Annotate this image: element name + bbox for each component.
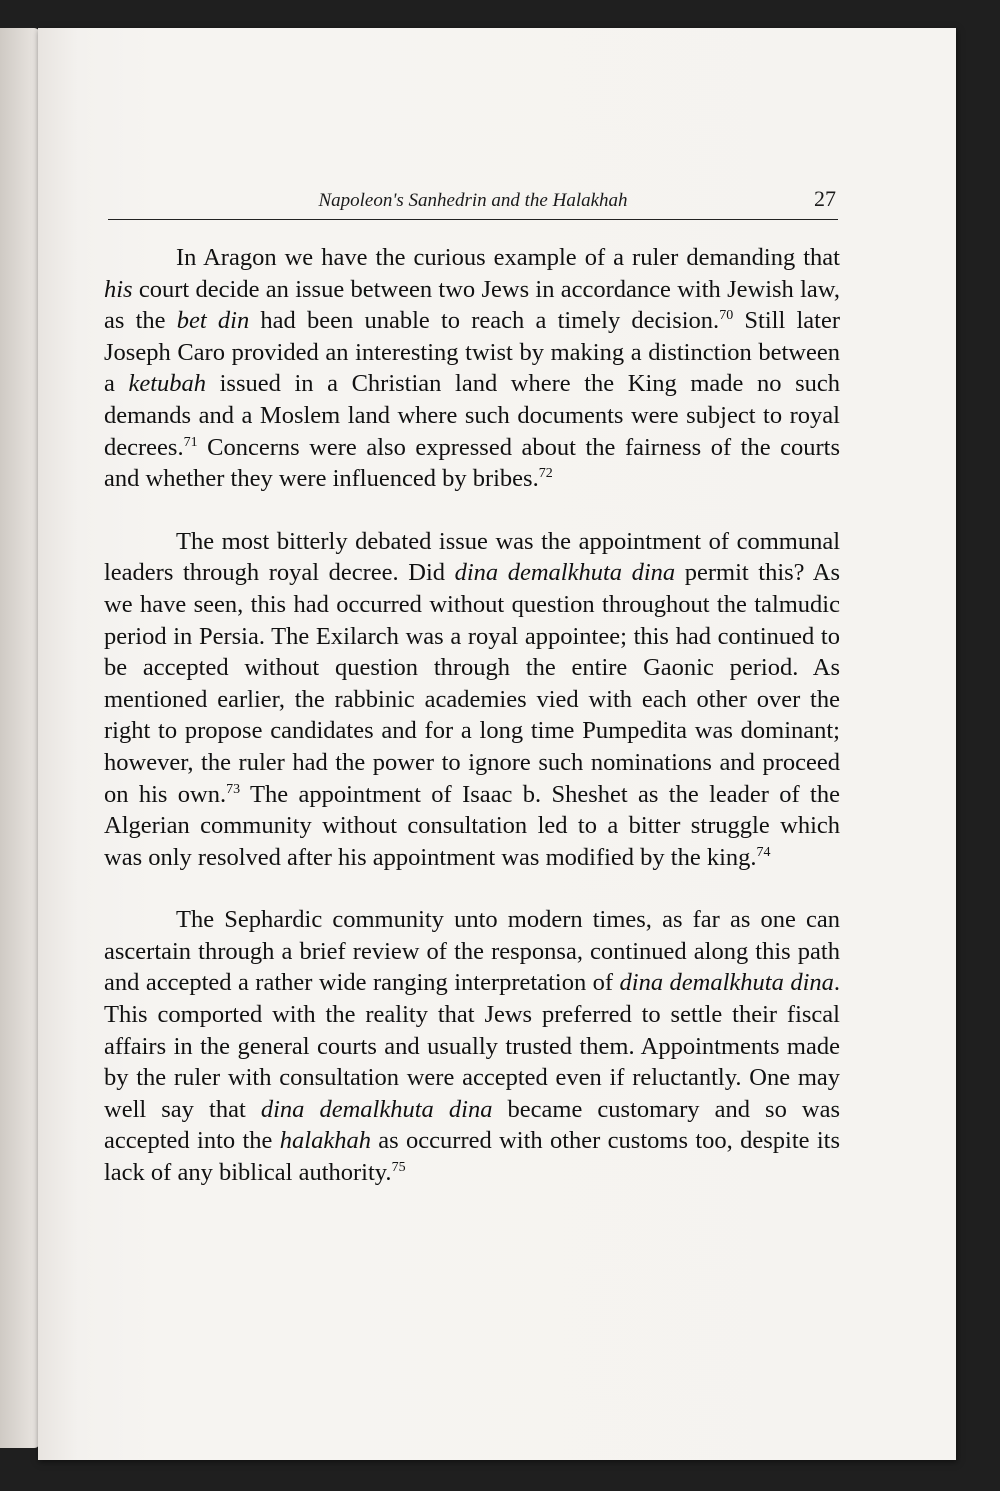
text-run: The most bitterly debated issue was the appointment of communal leaders through royal decree. Did [104, 527, 840, 587]
text-run: court decide an issue between two Jews in accordance with Jewish law, as the [104, 275, 840, 335]
text-run: In Aragon we have the curious example of a ruler demanding that [176, 244, 840, 271]
footnote-ref: 74 [756, 844, 771, 860]
facing-page-edge [0, 28, 40, 1448]
italic-term: dina demalkhuta dina [260, 1095, 493, 1123]
paragraph [104, 526, 840, 874]
italic-term: bet din [176, 307, 250, 335]
footnote-ref: 75 [391, 1160, 406, 1176]
footnote-ref: 73 [226, 781, 241, 797]
footnote-ref: 72 [538, 466, 553, 482]
text-run: had been unable to reach a timely decision. [249, 307, 720, 335]
text-run: . This comported with the reality that Jews preferred to settle their fiscal affairs in the general courts and usually trusted them. Appointments made by the ruler with consultation were accepted even if reluctantly. One may well say that [104, 969, 841, 1123]
italic-term: dina demalkhuta dina [454, 559, 676, 587]
footnote-ref: 71 [183, 434, 198, 450]
body-text [104, 242, 840, 1220]
text-run: The Sephardic community unto modern times, as far as one can ascertain through a brief review of the responsa, continued along this path and accepted a rather wide ranging interpretation of [104, 906, 840, 997]
running-title: Napoleon's Sanhedrin and the Halakhah [318, 190, 628, 211]
italic-term: ketubah [128, 370, 207, 398]
text-run: The appointment of Isaac b. Sheshet as the leader of the Algerian community without consultation led to a bitter struggle which was only resolved after his appointment was modified by the king. [104, 780, 840, 871]
italic-term: dina demalkhuta dina [619, 969, 834, 997]
text-run: Still later Joseph Caro provided an interesting twist by making a distinction between a [104, 307, 840, 398]
italic-term: his [104, 275, 133, 303]
paragraph [104, 242, 840, 495]
text-run: issued in a Christian land where the King made no such demands and a Moslem land where such documents were subject to royal decrees. [104, 370, 840, 461]
header-rule [108, 219, 838, 220]
page-number: 27 [814, 186, 836, 211]
footnote-ref: 70 [719, 308, 734, 324]
text-run: Concerns were also expressed about the fairness of the courts and whether they were influenced by bribes. [104, 433, 840, 493]
text-run: became customary and so was accepted into the [104, 1095, 841, 1155]
text-run: as occurred with other customs too, despite its lack of any biblical authority. [104, 1127, 840, 1187]
text-run: permit this? As we have seen, this had occurred without question throughout the talmudic period in Persia. The Exilarch was a royal appointee; this had continued to be accepted without question through the entire Gaonic period. As mentioned earlier, the rabbinic academies vied with each other over the right to propose candidates and for a long time Pumpedita was dominant; however, the ruler had the power to ignore such nominations and proceed on his own. [104, 559, 840, 808]
running-header [108, 188, 838, 218]
italic-term: halakhah [279, 1127, 371, 1155]
paragraph [104, 904, 840, 1188]
